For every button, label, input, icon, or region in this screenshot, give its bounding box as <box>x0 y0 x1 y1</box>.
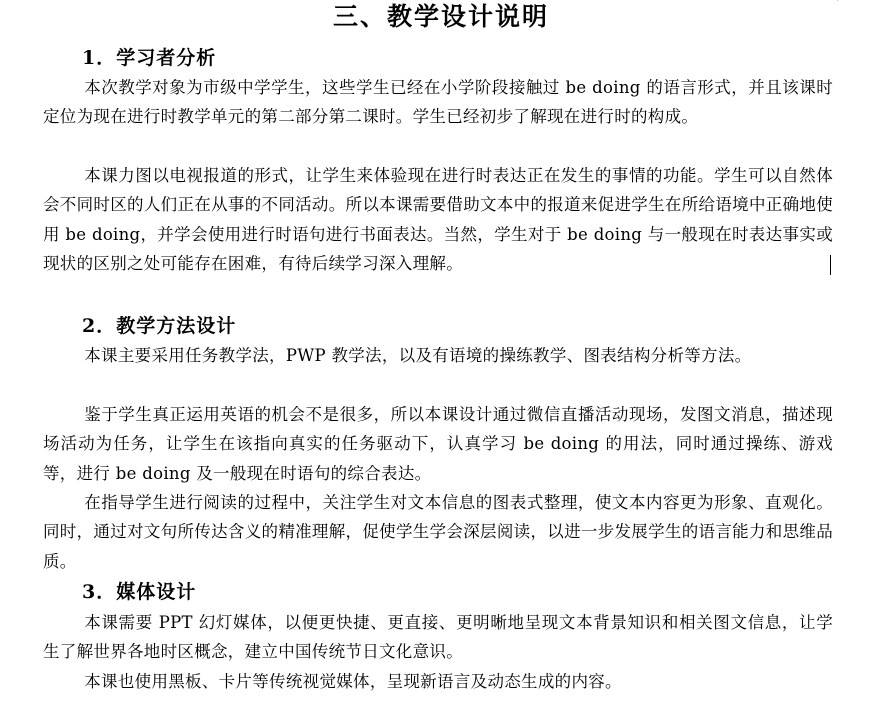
corner-mark: ` <box>835 0 840 10</box>
paragraph-teaching-method-2: 鉴于学生真正运用英语的机会不是很多，所以本课设计通过微信直播活动现场，发图文消息，描述现场活动为任务，让学生在该指向真实的任务驱动下，认真学习 be doing 的用法，同时通过操练、游戏等，进行 be doing 及一般现在时语句的综合表达。 <box>43 405 833 483</box>
paragraph-media-design-1: 本课需要 PPT 幻灯媒体，以便更快捷、更直接、更明晰地呈现文本背景知识和相关图文信息，让学生了解世界各地时区概念，建立中国传统节日文化意识。 <box>43 613 833 662</box>
text-cursor <box>830 255 831 275</box>
paragraph-teaching-method-1: 本课主要采用任务教学法，PWP 教学法，以及有语境的操练教学、图表结构分析等方法。 <box>84 346 752 365</box>
document-title: 三、教学设计说明 <box>332 2 549 31</box>
paragraph-learner-analysis-1: 本次教学对象为市级中学学生，这些学生已经在小学阶段接触过 be doing 的语言形式，并且该课时定位为现在进行时教学单元的第二部分第二课时。学生已经初步了解现在进行时的构成。 <box>43 78 833 127</box>
paragraph-media-design-2: 本课也使用黑板、卡片等传统视觉媒体，呈现新语言及动态生成的内容。 <box>84 672 622 691</box>
paragraph-teaching-method-3: 在指导学生进行阅读的过程中，关注学生对文本信息的图表式整理，使文本内容更为形象、直观化。同时，通过对文句所传达含义的精准理解，促使学生学会深层阅读，以进一步发展学生的语言能力和思维品质。 <box>43 493 833 571</box>
paragraph-learner-analysis-2: 本课力图以电视报道的形式，让学生来体验现在进行时表达正在发生的事情的功能。学生可以自然体会不同时区的人们正在从事的不同活动。所以本课需要借助文本中的报道来促进学生在所给语境中正确地使用 be doing，并学会使用进行时语句进行书面表达。当然，学生对于 be doing 与一般现在时表达事实或现状的区别之处可能存在困难，有待后续学习深入理解。 <box>43 166 833 273</box>
section-heading-learner-analysis: 1．学习者分析 <box>82 47 217 69</box>
section-heading-teaching-method: 2．教学方法设计 <box>82 315 237 337</box>
section-heading-media-design: 3．媒体设计 <box>82 581 197 603</box>
